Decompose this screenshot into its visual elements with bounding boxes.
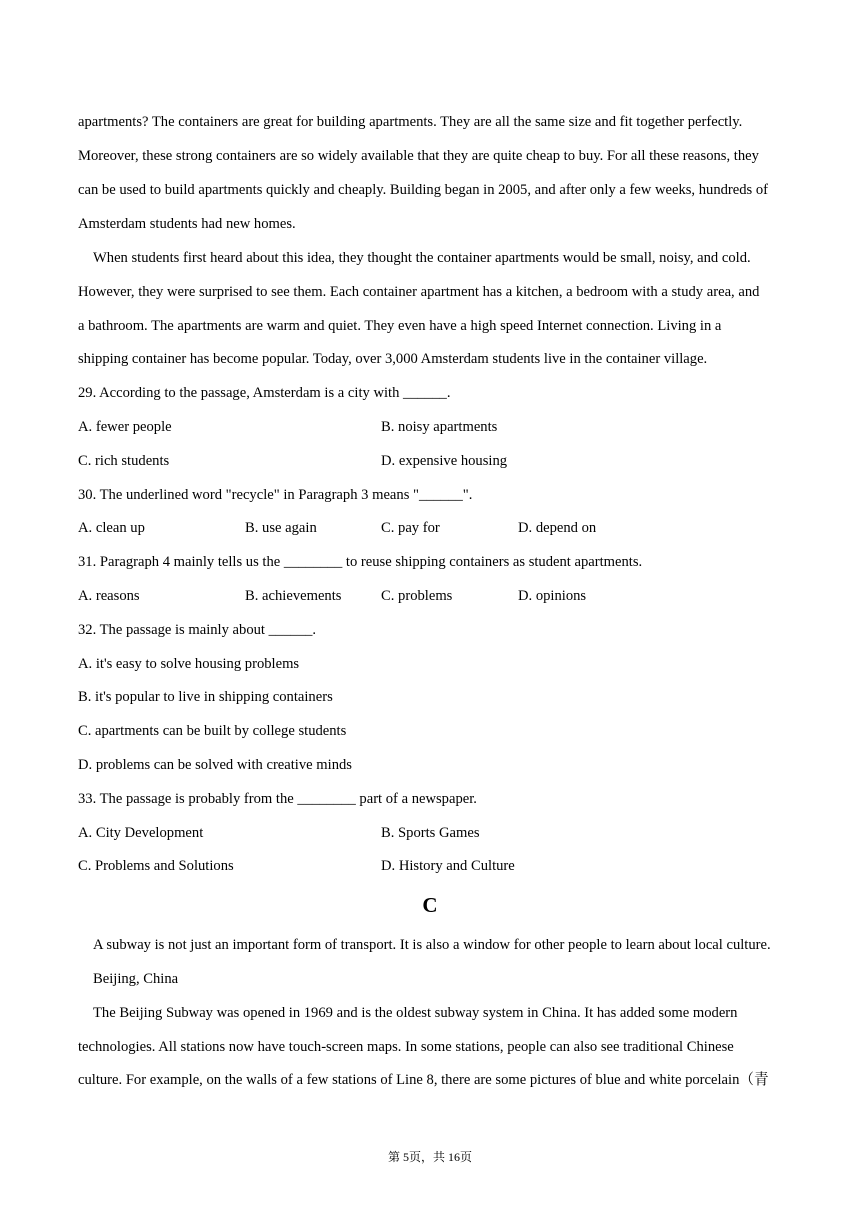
- text-line: Moreover, these strong containers are so widely available that they are quite cheap to buy. For all these reasons, they: [78, 148, 759, 164]
- option-c[interactable]: C. Problems and Solutions: [78, 858, 234, 874]
- question-stem: 33. The passage is probably from the ________ part of a newspaper.: [78, 791, 477, 807]
- question-stem: 30. The underlined word "recycle" in Paragraph 3 means "______".: [78, 487, 473, 503]
- option-b[interactable]: B. it's popular to live in shipping containers: [78, 689, 333, 705]
- option-b[interactable]: B. achievements: [245, 588, 342, 604]
- option-c[interactable]: C. apartments can be built by college students: [78, 723, 347, 739]
- text-line: shipping container has become popular. Today, over 3,000 Amsterdam students live in the container village.: [78, 351, 708, 367]
- text-line: When students first heard about this idea, they thought the container apartments would be small, noisy, and cold.: [93, 250, 751, 266]
- passage-c-intro: A subway is not just an important form of transport. It is also a window for other people to learn about local culture.: [93, 937, 771, 953]
- text-line: culture. For example, on the walls of a few stations of Line 8, there are some pictures of blue and white porcelain（青: [78, 1072, 769, 1088]
- option-a[interactable]: A. fewer people: [78, 419, 172, 435]
- passage-c-city-title: Beijing, China: [93, 971, 179, 987]
- text-line: The Beijing Subway was opened in 1969 and is the oldest subway system in China. It has added some modern: [93, 1005, 738, 1021]
- text-line: technologies. All stations now have touch-screen maps. In some stations, people can also see traditional Chinese: [78, 1039, 734, 1055]
- option-d[interactable]: D. depend on: [518, 520, 597, 536]
- text-line: apartments? The containers are great for building apartments. They are all the same size and fit together perfectly.: [78, 114, 743, 130]
- option-c[interactable]: C. problems: [381, 588, 453, 604]
- option-d[interactable]: D. opinions: [518, 588, 587, 604]
- question-stem: 31. Paragraph 4 mainly tells us the ________ to reuse shipping containers as student apartments.: [78, 554, 643, 570]
- text-line: can be used to build apartments quickly and cheaply. Building began in 2005, and after only a few weeks, hundreds of: [78, 182, 769, 198]
- option-c[interactable]: C. rich students: [78, 453, 170, 469]
- text-line: However, they were surprised to see them. Each container apartment has a kitchen, a bedroom with a study area, and: [78, 284, 760, 300]
- option-b[interactable]: B. use again: [245, 520, 317, 536]
- option-b[interactable]: B. noisy apartments: [381, 419, 498, 435]
- option-c[interactable]: C. pay for: [381, 520, 440, 536]
- option-a[interactable]: A. clean up: [78, 520, 145, 536]
- option-a[interactable]: A. reasons: [78, 588, 140, 604]
- option-a[interactable]: A. City Development: [78, 825, 204, 841]
- text-line: a bathroom. The apartments are warm and quiet. They even have a high speed Internet connection. Living in a: [78, 318, 722, 334]
- section-heading: C: [422, 893, 438, 917]
- question-stem: 29. According to the passage, Amsterdam is a city with ______.: [78, 385, 451, 401]
- option-b[interactable]: B. Sports Games: [381, 825, 480, 841]
- option-d[interactable]: D. expensive housing: [381, 453, 508, 469]
- option-d[interactable]: D. problems can be solved with creative minds: [78, 757, 352, 773]
- question-stem: 32. The passage is mainly about ______.: [78, 622, 317, 638]
- text-line: Amsterdam students had new homes.: [78, 216, 296, 232]
- option-a[interactable]: A. it's easy to solve housing problems: [78, 656, 300, 672]
- option-d[interactable]: D. History and Culture: [381, 858, 515, 874]
- page-number-footer: 第 5页，共 16页: [387, 1150, 472, 1164]
